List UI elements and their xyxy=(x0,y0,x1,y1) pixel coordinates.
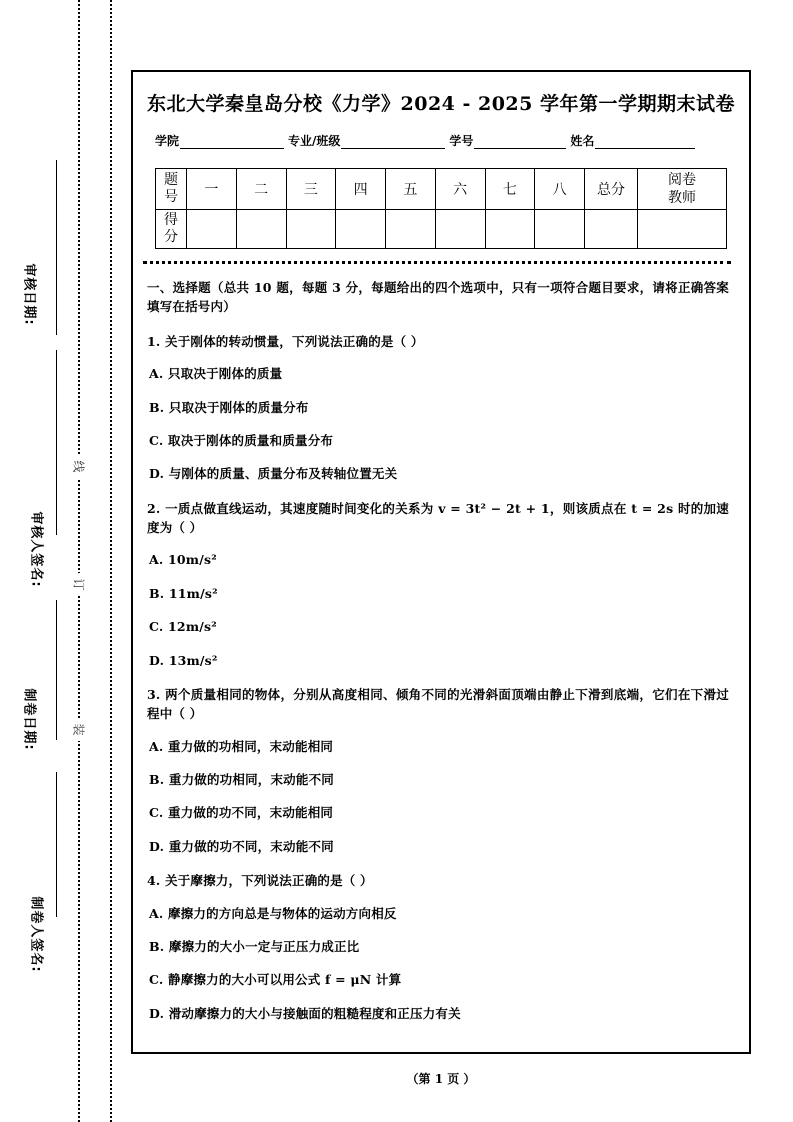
field-college xyxy=(155,132,288,149)
exam-paper-frame xyxy=(131,70,751,1054)
binding-dotted-line-outer xyxy=(110,0,112,1122)
question-2-option-a[interactable]: A. 10m/s² xyxy=(149,552,217,568)
score-cell-3[interactable] xyxy=(286,210,336,249)
question-1-stem: 1. 关于刚体的转动惯量，下列说法正确的是（ ） xyxy=(147,333,424,349)
sidebar-label-review-date-text: 审核日期: xyxy=(21,263,37,326)
identity-fields-row xyxy=(155,132,731,149)
header-cell-grader-char1: 阅卷 xyxy=(668,171,696,188)
field-college-label: 学院 xyxy=(155,134,180,148)
question-3-option-c[interactable]: C. 重力做的功不同，末动能相同 xyxy=(149,805,334,821)
page-footer xyxy=(131,1070,751,1087)
question-2-option-c[interactable]: C. 12m/s² xyxy=(149,619,217,635)
field-major-class xyxy=(288,132,449,149)
score-cell-6[interactable] xyxy=(435,210,485,249)
fold-mark-line xyxy=(68,455,90,478)
sidebar-rule-3 xyxy=(56,600,57,740)
question-1-option-b[interactable]: B. 只取决于刚体的质量分布 xyxy=(149,399,309,415)
score-cell-7[interactable] xyxy=(485,210,535,249)
field-student-name-label: 姓名 xyxy=(570,134,595,148)
sidebar-label-printer-signature-text: 制卷人签名: xyxy=(28,896,44,973)
sidebar-label-review-date xyxy=(0,263,37,326)
sidebar-label-print-date-text: 制卷日期: xyxy=(21,688,37,751)
field-student-name-input[interactable] xyxy=(595,135,695,149)
table-row-scores xyxy=(156,210,727,249)
page-indicator: （第 1 页 ） xyxy=(406,1072,476,1086)
sidebar-label-printer-signature xyxy=(0,896,44,973)
question-1-option-a[interactable]: A. 只取决于刚体的质量 xyxy=(149,366,283,382)
score-cell-8[interactable] xyxy=(535,210,585,249)
question-3-option-b[interactable]: B. 重力做的功相同，末动能不同 xyxy=(149,772,334,787)
fold-mark-bind xyxy=(68,573,90,596)
left-margin-sidebar xyxy=(0,0,131,1122)
score-cell-1[interactable] xyxy=(187,210,237,249)
question-4-option-a[interactable]: A. 摩擦力的方向总是与物体的运动方向相反 xyxy=(149,905,397,921)
header-cell-8: 八 xyxy=(535,169,585,210)
fold-mark-line-text: 线 xyxy=(71,460,86,473)
section-heading-multiple-choice: 一、选择题（总共 10 题，每题 3 分，每题给出的四个选项中，只有一项符合题目要求，请将正确答案填写在括号内） xyxy=(147,280,729,315)
sidebar-label-print-date xyxy=(0,688,37,751)
header-cell-1: 一 xyxy=(187,169,237,210)
field-major-class-label: 专业/班级 xyxy=(288,134,341,148)
page-title: 东北大学秦皇岛分校《力学》2024 - 2025 学年第一学期期末试卷 xyxy=(147,93,735,115)
score-cell-total[interactable] xyxy=(585,210,638,249)
question-4-stem: 4. 关于摩擦力，下列说法正确的是（ ） xyxy=(147,873,373,889)
header-cell-3: 三 xyxy=(286,169,336,210)
header-cell-grader-char2: 教师 xyxy=(668,190,696,206)
binding-dotted-line-inner xyxy=(78,0,80,1122)
score-table-container xyxy=(155,168,727,249)
dotted-separator xyxy=(143,261,731,264)
field-major-class-input[interactable] xyxy=(341,135,445,149)
row-header-question-number-char2: 号 xyxy=(164,189,178,205)
header-cell-4: 四 xyxy=(336,169,386,210)
question-1-option-d[interactable]: D. 与刚体的质量、质量分布及转轴位置无关 xyxy=(149,466,398,482)
header-cell-2: 二 xyxy=(236,169,286,210)
header-cell-7: 七 xyxy=(485,169,535,210)
question-2-option-b[interactable]: B. 11m/s² xyxy=(149,585,218,601)
question-2-option-d[interactable]: D. 13m/s² xyxy=(149,652,218,668)
sidebar-label-reviewer-signature xyxy=(0,511,44,588)
question-4-option-c[interactable]: C. 静摩擦力的大小可以用公式 f = μN 计算 xyxy=(149,972,402,988)
sidebar-rule-1 xyxy=(56,160,57,335)
fold-mark-bind-text: 订 xyxy=(71,578,86,591)
header-cell-6: 六 xyxy=(435,169,485,210)
row-header-score xyxy=(156,210,187,249)
fold-mark-pack-text: 装 xyxy=(71,723,86,736)
field-student-id-label: 学号 xyxy=(449,134,474,148)
question-3-option-a[interactable]: A. 重力做的功相同，末动能相同 xyxy=(149,738,334,754)
row-header-question-number xyxy=(156,169,187,210)
score-cell-4[interactable] xyxy=(336,210,386,249)
field-student-name xyxy=(570,132,695,149)
field-student-id-input[interactable] xyxy=(474,135,566,149)
header-cell-total: 总分 xyxy=(585,169,638,210)
question-3-stem: 3. 两个质量相同的物体，分别从高度相同、倾角不同的光滑斜面顶端由静止下滑到底端，它们在下滑过程中（ ） xyxy=(147,686,729,722)
score-cell-5[interactable] xyxy=(386,210,436,249)
row-header-question-number-char1: 题 xyxy=(164,171,178,188)
field-college-input[interactable] xyxy=(180,135,284,149)
header-cell-grader xyxy=(638,169,727,210)
fold-mark-pack xyxy=(68,718,90,741)
question-body xyxy=(147,278,729,1023)
table-row-question-numbers xyxy=(156,169,727,210)
score-table xyxy=(155,168,727,249)
question-2-stem: 2. 一质点做直线运动，其速度随时间变化的关系为 v = 3t² − 2t + 1，则该质点在 t = 2s 时的加速度为（ ） xyxy=(147,500,729,535)
score-cell-2[interactable] xyxy=(236,210,286,249)
sidebar-rule-4 xyxy=(56,772,57,917)
field-student-id xyxy=(449,132,570,149)
question-3-option-d[interactable]: D. 重力做的功不同，末动能不同 xyxy=(149,838,334,854)
sidebar-rule-2 xyxy=(56,350,57,535)
row-header-score-char1: 得 xyxy=(164,211,178,228)
question-1-option-c[interactable]: C. 取决于刚体的质量和质量分布 xyxy=(149,432,334,448)
row-header-score-char2: 分 xyxy=(164,229,178,245)
sidebar-label-reviewer-signature-text: 审核人签名: xyxy=(28,511,44,588)
question-4-option-b[interactable]: B. 摩擦力的大小一定与正压力成正比 xyxy=(149,938,360,954)
header-cell-5: 五 xyxy=(386,169,436,210)
question-4-option-d[interactable]: D. 滑动摩擦力的大小与接触面的粗糙程度和正压力有关 xyxy=(149,1005,461,1021)
score-cell-grader[interactable] xyxy=(638,210,727,249)
